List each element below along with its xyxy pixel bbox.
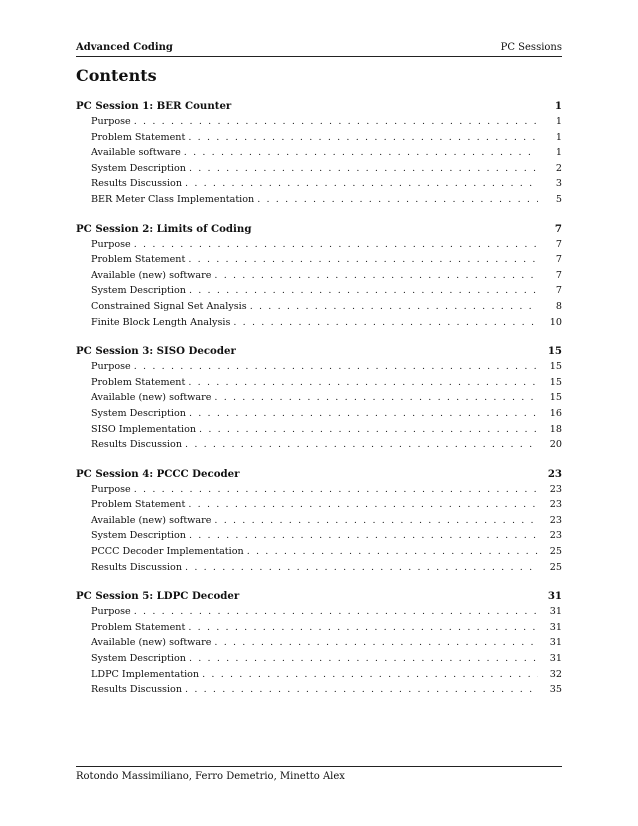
page-header: [76, 40, 562, 54]
toc-entry-page-number: 15: [549, 361, 562, 373]
toc-session-heading[interactable]: [76, 588, 562, 604]
toc-entry-label: Results Discussion: [91, 178, 183, 190]
header-section-title: PC Sessions: [500, 42, 562, 53]
toc-entry-label: Results Discussion: [91, 684, 183, 696]
toc-entry[interactable]: [76, 620, 562, 636]
toc-entry-label: Purpose: [91, 361, 131, 373]
dot-leader: [214, 268, 538, 284]
toc-entry-page-number: 23: [549, 499, 562, 511]
table-of-contents: [76, 98, 562, 711]
toc-entry-label: Available (new) software: [91, 269, 212, 281]
dot-leader: [185, 437, 538, 453]
toc-entry-label: Problem Statement: [91, 376, 186, 388]
session-page-number: 23: [547, 467, 562, 480]
toc-entry-page-number: 7: [555, 269, 562, 281]
toc-entry-page-number: 23: [549, 514, 562, 526]
session-title: PC Session 5: LDPC Decoder: [76, 590, 240, 603]
dot-leader: [188, 130, 538, 146]
toc-entry[interactable]: [76, 176, 562, 192]
toc-entry[interactable]: [76, 682, 562, 698]
toc-entry-page-number: 15: [549, 392, 562, 404]
toc-entry-page-number: 8: [555, 300, 562, 312]
session-page-number: 1: [554, 100, 562, 112]
toc-entry-page-number: 35: [549, 684, 562, 696]
toc-entry[interactable]: [76, 268, 562, 284]
toc-entry-label: Problem Statement: [91, 499, 186, 511]
toc-entry-label: Available (new) software: [91, 392, 212, 404]
dot-leader: [189, 161, 538, 177]
toc-entry-label: System Description: [91, 162, 186, 174]
toc-entry-page-number: 7: [555, 285, 562, 297]
toc-session: [76, 98, 562, 208]
toc-entry-page-number: 15: [549, 376, 562, 388]
dot-leader: [199, 422, 538, 438]
dot-leader: [189, 283, 538, 299]
session-page-number: 31: [547, 590, 562, 603]
session-title: PC Session 2: Limits of Coding: [76, 222, 252, 235]
dot-leader: [214, 390, 538, 406]
dot-leader: [189, 406, 538, 422]
toc-entry-page-number: 7: [555, 254, 562, 266]
toc-entry-label: Purpose: [91, 116, 131, 127]
dot-leader: [189, 651, 538, 667]
toc-entry-label: Finite Block Length Analysis: [91, 316, 231, 328]
toc-session-heading[interactable]: [76, 221, 562, 237]
dot-leader: [214, 635, 538, 651]
toc-entry[interactable]: [76, 482, 562, 498]
dot-leader: [188, 497, 538, 513]
toc-entry[interactable]: [76, 145, 562, 161]
toc-entry[interactable]: [76, 406, 562, 422]
toc-session-heading[interactable]: [76, 98, 562, 114]
toc-entry-page-number: 1: [555, 147, 562, 159]
toc-entry[interactable]: [76, 114, 562, 130]
toc-entry[interactable]: [76, 560, 562, 576]
contents-heading: Contents: [76, 66, 157, 85]
dot-leader: [184, 145, 538, 161]
toc-entry-label: Problem Statement: [91, 254, 186, 266]
toc-entry-page-number: 18: [549, 423, 562, 435]
toc-entry[interactable]: [76, 161, 562, 177]
toc-entry[interactable]: [76, 528, 562, 544]
toc-entry-label: SISO Implementation: [91, 423, 197, 435]
toc-entry[interactable]: [76, 422, 562, 438]
toc-entry-page-number: 23: [549, 483, 562, 495]
toc-session: [76, 588, 562, 698]
toc-entry-page-number: 20: [549, 439, 562, 451]
toc-entry-page-number: 7: [555, 238, 562, 250]
toc-entry-label: System Description: [91, 407, 186, 419]
toc-entry-label: Available (new) software: [91, 514, 212, 526]
toc-entry-page-number: 31: [549, 653, 562, 665]
dot-leader: [134, 237, 538, 253]
toc-session-heading[interactable]: [76, 343, 562, 359]
session-title: PC Session 3: SISO Decoder: [76, 345, 236, 358]
toc-entry-label: Available software: [91, 147, 181, 159]
toc-session: [76, 466, 562, 576]
toc-entry[interactable]: [76, 651, 562, 667]
session-title: PC Session 1: BER Counter: [76, 100, 232, 112]
session-title: PC Session 4: PCCC Decoder: [76, 467, 240, 480]
toc-entry[interactable]: [76, 635, 562, 651]
toc-entry-page-number: 16: [549, 407, 562, 419]
toc-entry[interactable]: [76, 315, 562, 331]
footer-divider: [76, 766, 562, 767]
toc-entry-page-number: 1: [555, 131, 562, 143]
toc-entry[interactable]: [76, 299, 562, 315]
toc-entry-label: Available (new) software: [91, 637, 212, 649]
toc-entry-label: BER Meter Class Implementation: [91, 193, 255, 205]
toc-entry-page-number: 1: [555, 116, 562, 127]
toc-entry-label: Problem Statement: [91, 131, 186, 143]
toc-entry-page-number: 31: [549, 637, 562, 649]
dot-leader: [247, 544, 538, 560]
dot-leader: [202, 667, 538, 683]
toc-entry[interactable]: [76, 390, 562, 406]
toc-entry[interactable]: [76, 437, 562, 453]
toc-entry[interactable]: [76, 359, 562, 375]
dot-leader: [185, 176, 538, 192]
session-page-number: 15: [547, 345, 562, 358]
dot-leader: [185, 560, 538, 576]
toc-entry-label: Problem Statement: [91, 621, 186, 633]
toc-session: [76, 221, 562, 331]
header-divider: [76, 56, 562, 57]
toc-entry-page-number: 2: [555, 162, 562, 174]
toc-entry-label: Purpose: [91, 606, 131, 618]
dot-leader: [188, 252, 538, 268]
toc-entry-page-number: 23: [549, 530, 562, 542]
dot-leader: [188, 375, 538, 391]
header-course-title: Advanced Coding: [76, 42, 173, 53]
dot-leader: [188, 620, 538, 636]
toc-entry-label: Constrained Signal Set Analysis: [91, 300, 247, 312]
toc-entry-label: Purpose: [91, 483, 131, 495]
toc-entry[interactable]: [76, 252, 562, 268]
dot-leader: [185, 682, 538, 698]
toc-entry-page-number: 25: [549, 546, 562, 558]
toc-entry-page-number: 31: [549, 606, 562, 618]
footer-authors: Rotondo Massimiliano, Ferro Demetrio, Minetto Alex: [76, 771, 345, 782]
dot-leader: [214, 513, 538, 529]
toc-entry[interactable]: [76, 237, 562, 253]
toc-entry[interactable]: [76, 667, 562, 683]
toc-entry-label: Results Discussion: [91, 561, 183, 573]
toc-entry-label: LDPC Implementation: [91, 668, 200, 680]
dot-leader: [134, 604, 538, 620]
dot-leader: [134, 359, 538, 375]
toc-entry-label: System Description: [91, 653, 186, 665]
dot-leader: [233, 315, 538, 331]
dot-leader: [257, 192, 538, 208]
toc-session: [76, 343, 562, 453]
toc-entry-page-number: 25: [549, 561, 562, 573]
toc-entry-label: PCCC Decoder Implementation: [91, 546, 244, 558]
toc-entry[interactable]: [76, 375, 562, 391]
toc-entry[interactable]: [76, 604, 562, 620]
toc-entry-page-number: 31: [549, 621, 562, 633]
dot-leader: [189, 528, 538, 544]
dot-leader: [134, 114, 538, 130]
toc-entry[interactable]: [76, 283, 562, 299]
toc-entry-label: System Description: [91, 285, 186, 297]
toc-entry-label: Results Discussion: [91, 439, 183, 451]
toc-entry[interactable]: [76, 192, 562, 208]
toc-entry-page-number: 10: [549, 316, 562, 328]
toc-entry-page-number: 32: [549, 668, 562, 680]
toc-entry-page-number: 5: [555, 193, 562, 205]
toc-entry[interactable]: [76, 130, 562, 146]
dot-leader: [134, 482, 538, 498]
toc-session-heading[interactable]: [76, 466, 562, 482]
dot-leader: [250, 299, 538, 315]
toc-entry[interactable]: [76, 513, 562, 529]
toc-entry[interactable]: [76, 544, 562, 560]
toc-entry-label: System Description: [91, 530, 186, 542]
toc-entry-label: Purpose: [91, 238, 131, 250]
toc-entry[interactable]: [76, 497, 562, 513]
toc-entry-page-number: 3: [555, 178, 562, 190]
session-page-number: 7: [554, 222, 562, 235]
